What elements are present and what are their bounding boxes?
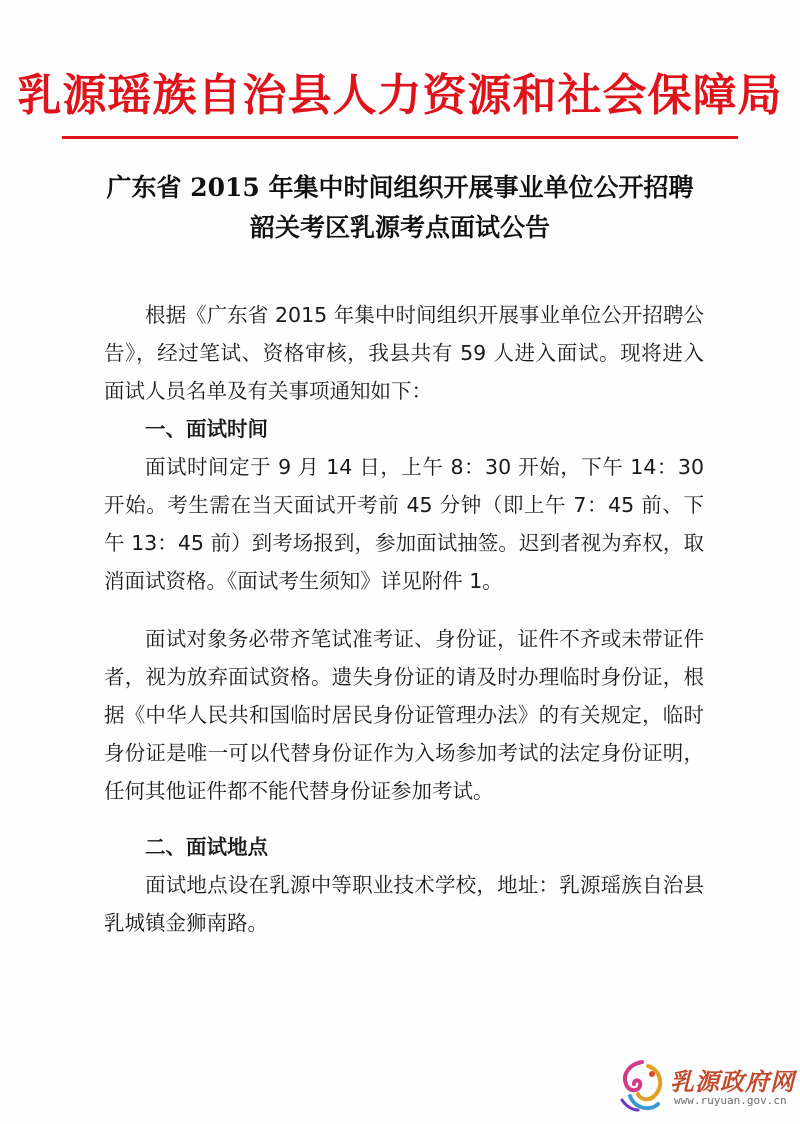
section-heading-time: 一、面试时间 [145,417,268,441]
section-location-paragraph: 面试地点设在乳源中等职业技术学校，地址：乳源瑶族自治县乳城镇金狮南路。 [104,873,704,935]
notice-body [104,296,704,942]
letterhead-divider [62,136,738,139]
site-url: www.ruyuan.gov.cn [674,1094,787,1107]
section-time-paragraph-2: 面试对象务必带齐笔试准考证、身份证，证件不齐或未带证件者，视为放弃面试资格。遗失身份证的请及时办理临时身份证，根据《中华人民共和国临时居民身份证管理办法》的有关规定，临时身份证是唯一可以代替身份证作为入场参加考试的法定身份证明，任何其他证件都不能代替身份证参加考试。 [104,627,704,803]
notice-title-line-2: 韶关考区乳源考点面试公告 [249,213,550,242]
site-name: 乳源政府网 [670,1067,795,1096]
notice-title-line-1: 广东省 2015 年集中时间组织开展事业单位公开招聘 [106,173,694,202]
section-heading-location: 二、面试地点 [145,835,268,859]
site-watermark [612,1056,795,1118]
dragon-logo-icon [612,1056,672,1116]
intro-paragraph: 根据《广东省 2015 年集中时间组织开展事业单位公开招聘公告》，经过笔试、资格审核，我县共有 59 人进入面试。现将进入面试人员名单及有关事项通知如下： [104,303,704,403]
agency-letterhead: 乳源瑶族自治县人力资源和社会保障局 [17,70,783,121]
section-time-paragraph-1: 面试时间定于 9 月 14 日，上午 8：30 开始，下午 14：30 开始。考生需在当天面试开考前 45 分钟（即上午 7：45 前、下午 13：45 前）到考场报到，参加面试抽签。迟到者视为弃权，取消面试资格。《面试考生须知》详见附件 1。 [104,455,704,593]
notice-title [0,168,800,248]
